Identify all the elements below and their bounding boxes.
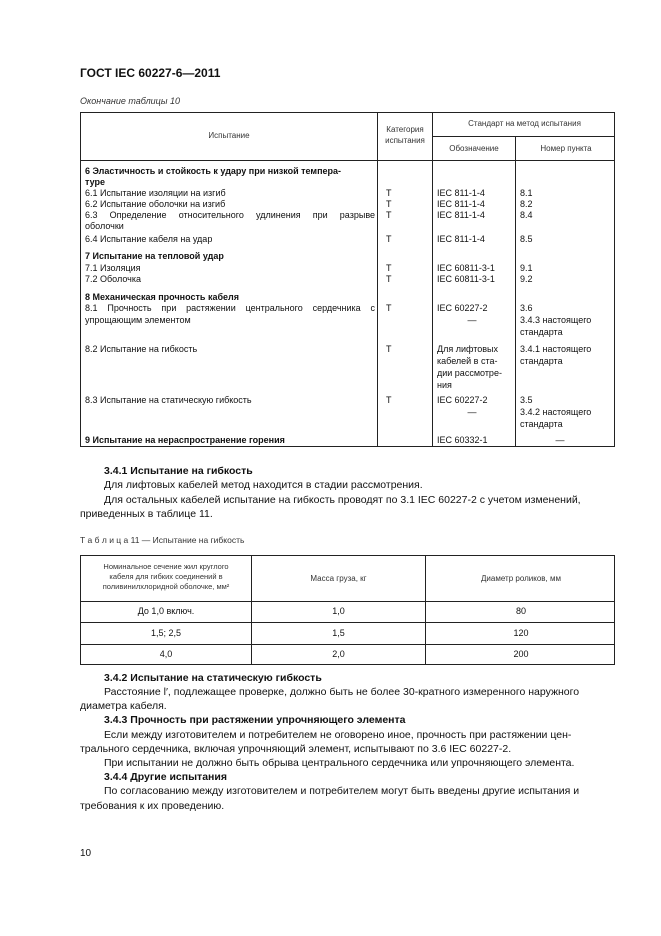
table-10-cell-test: 8.2 Испытание на гибкость	[85, 344, 198, 354]
table-10-cell-test: туре	[85, 177, 106, 187]
table-10-cell-test: 6.1 Испытание изоляции на изгиб	[85, 188, 226, 198]
table-10-cell-num: 3.5	[520, 395, 533, 405]
table-10-cell-des: IEC 60811-3-1	[437, 274, 495, 284]
table-10-cell-num: 3.4.2 настоящего	[520, 407, 592, 417]
table-10-cell-num: 8.4	[520, 210, 533, 220]
paragraph: При испытании не должно быть обрыва центрального сердечника или упрочняющего элемента.	[104, 757, 575, 769]
paragraph: приведенных в таблице 11.	[80, 508, 213, 520]
table-10-cell-des: IEC 60332-1	[437, 435, 488, 445]
table-10-cell-cat: Т	[386, 199, 392, 209]
table-10-cell-num: 8.5	[520, 234, 533, 244]
table-10-caption: Окончание таблицы 10	[80, 96, 180, 106]
table-10-cell-des: —	[467, 315, 477, 325]
table-10-cell-num: 9.1	[520, 263, 533, 273]
table-10-cell-num: 8.2	[520, 199, 533, 209]
table-10-cell-des: кабелей в ста-	[437, 356, 498, 366]
table-10-cell-cat: Т	[386, 344, 392, 354]
table-10-cell-num: 3.6	[520, 303, 533, 313]
table-10-cell-cat: Т	[386, 234, 392, 244]
table-10-cell-test: 8 Механическая прочность кабеля	[85, 292, 239, 302]
paragraph: трального сердечника, включая упрочняющий элемент, испытывают по 3.6 IEC 60227-2.	[80, 743, 512, 755]
table-11-cell: 80	[515, 606, 526, 616]
section-3-4-3-title: 3.4.3 Прочность при растяжении упрочняющего элемента	[104, 714, 406, 726]
section-3-4-4-title: 3.4.4 Другие испытания	[104, 771, 227, 783]
table-10-cell-test: 7.2 Оболочка	[85, 274, 141, 284]
table-10-cell-cat: Т	[386, 263, 392, 273]
table-10-cell-cat: Т	[386, 303, 392, 313]
table-10-cell-test: оболочки	[85, 221, 124, 231]
table-10-cell-test: 6.4 Испытание кабеля на удар	[85, 234, 213, 244]
table-10-cell-num: стандарта	[520, 419, 563, 429]
table-10-cell-test: 7.1 Изоляция	[85, 263, 141, 273]
paragraph: Для лифтовых кабелей метод находится в стадии рассмотрения.	[104, 479, 423, 491]
table-10-cell-num: 3.4.3 настоящего	[520, 315, 592, 325]
table-10-cell-test: 7 Испытание на тепловой удар	[85, 251, 224, 261]
table-10-cell-des: IEC 811-1-4	[437, 234, 485, 244]
paragraph: Если между изготовителем и потребителем не оговорено иное, прочность при растяжении цен-	[104, 729, 572, 741]
table-10-cell-num: 3.4.1 настоящего	[520, 344, 592, 354]
col-clause: Номер пункта	[540, 144, 592, 153]
table-10-cell-test: 6.2 Испытание оболочки на изгиб	[85, 199, 226, 209]
table-11	[80, 555, 615, 665]
paragraph: Расстояние l′, подлежащее проверке, должно быть не более 30-кратного измеренного наружного	[104, 686, 580, 698]
table-10-cell-test: 9 Испытание на нераспространение горения	[85, 435, 285, 445]
col-section-2: кабеля для гибких соединений в	[109, 572, 223, 581]
table-10-cell-des: —	[467, 407, 477, 417]
table-10-cell-des: IEC 60227-2	[437, 395, 488, 405]
table-10-cell-test: 8.1 Прочность при растяжении центрального сердечника с	[85, 303, 375, 313]
col-section: Номинальное сечение жил круглого	[103, 562, 229, 571]
col-standard: Стандарт на метод испытания	[468, 119, 581, 128]
table-11-cell: 1,5	[332, 627, 345, 638]
table-11-cell: 1,0	[332, 606, 345, 616]
table-11-cell: 200	[513, 649, 529, 659]
section-3-4-2-title: 3.4.2 Испытание на статическую гибкость	[104, 672, 322, 684]
paragraph: диаметра кабеля.	[80, 700, 167, 712]
col-category: Категория испытания	[385, 125, 425, 145]
section-3-4-1-title: 3.4.1 Испытание на гибкость	[104, 465, 253, 477]
col-designation: Обозначение	[449, 144, 499, 153]
table-10-cell-test: 6.3 Определение относительного удлинения при разрыве	[85, 210, 375, 220]
table-10	[80, 112, 615, 447]
table-10-cell-cat: Т	[386, 210, 392, 220]
col-diameter: Диаметр роликов, мм	[481, 574, 561, 583]
table-10-cell-test: 6 Эластичность и стойкость к удару при низкой темпера-	[85, 166, 342, 176]
col-mass: Масса груза, кг	[310, 574, 367, 583]
table-10-cell-des: IEC 60227-2	[437, 303, 488, 313]
table-11-cell: 120	[513, 627, 529, 638]
table-10-cell-des: IEC 60811-3-1	[437, 263, 495, 273]
table-10-cell-cat: Т	[386, 188, 392, 198]
document-header: ГОСТ IEC 60227-6—2011	[80, 66, 221, 80]
page-number: 10	[80, 848, 92, 859]
table-10-cell-des: IEC 811-1-4	[437, 199, 485, 209]
table-11-cell: До 1,0 включ.	[137, 606, 195, 616]
table-10-cell-num: —	[555, 435, 565, 445]
table-11-cell: 1,5; 2,5	[150, 627, 182, 638]
paragraph: требования к их проведению.	[80, 800, 225, 812]
table-10-cell-des: IEC 811-1-4	[437, 188, 485, 198]
table-10-cell-num: стандарта	[520, 327, 563, 337]
table-10-cell-test: 8.3 Испытание на статическую гибкость	[85, 395, 252, 405]
table-11-cell: 4,0	[159, 649, 173, 659]
table-10-cell-cat: Т	[386, 395, 392, 405]
table-10-cell-des: Для лифтовых	[437, 344, 498, 354]
table-10-cell-des: дии рассмотре-	[437, 368, 502, 378]
paragraph: По согласованию между изготовителем и потребителем могут быть введены другие испытания и	[104, 785, 580, 797]
table-10-cell-num: 8.1	[520, 188, 533, 198]
table-10-cell-num: 9.2	[520, 274, 533, 284]
table-10-cell-des: IEC 811-1-4	[437, 210, 485, 220]
paragraph: Для остальных кабелей испытание на гибкость проводят по 3.1 IEC 60227-2 с учетом изменений,	[104, 494, 581, 506]
col-section-3: поливинилхлоридной оболочке, мм²	[102, 582, 230, 591]
table-10-cell-test: упрощающим элементом	[85, 315, 191, 325]
table-10-cell-des: ния	[437, 380, 452, 390]
table-11-cell: 2,0	[332, 649, 345, 659]
table-11-caption: Т а б л и ц а 11 — Испытание на гибкость	[80, 535, 245, 545]
table-10-cell-num: стандарта	[520, 356, 563, 366]
table-10-cell-cat: Т	[386, 274, 392, 284]
col-test: Испытание	[208, 131, 250, 140]
